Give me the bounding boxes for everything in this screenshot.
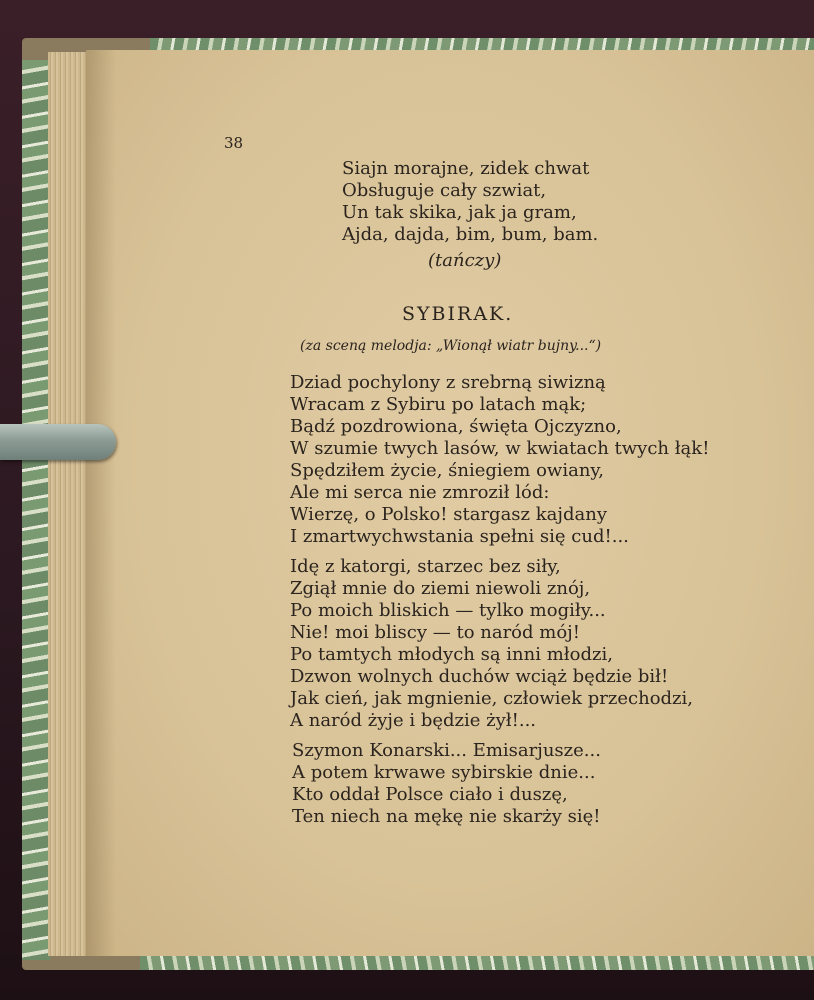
verse-line: Wierzę, o Polsko! stargasz kajdany [290,504,607,525]
verse-line: Siajn morajne, zidek chwat [342,158,590,179]
verse-line: Un tak skika, jak ja gram, [342,202,577,223]
verse-line: Ten niech na mękę nie skarży się! [292,806,601,827]
page-number: 38 [224,134,244,152]
verse-line: A potem krwawe sybirskie dnie... [292,762,596,783]
gutter-shadow [86,50,116,956]
verse-line: Bądź pozdrowiona, święta Ojczyzno, [290,416,622,437]
stanza-2 [290,556,693,732]
bookmark-clip [0,424,116,460]
verse-line: Idę z katorgi, starzec bez siły, [290,556,561,577]
marbled-edge-bottom [140,956,814,970]
stanza-3 [292,740,601,828]
verse-line: Po moich bliskich — tylko mogiły... [290,600,606,621]
verse-line: Spędziłem życie, śniegiem owiany, [290,460,604,481]
verse-line: Szymon Konarski... Emisarjusze... [292,740,601,761]
opening-stanza [342,158,598,246]
poem-title: SYBIRAK. [402,303,514,325]
poem-subtitle: (za sceną melodja: „Wionął wiatr bujny...“) [300,338,602,354]
verse-line: Po tamtych młodych są inni młodzi, [290,644,613,665]
verse-line: Wracam z Sybiru po latach mąk; [290,394,587,415]
verse-line: Obsługuje cały szwiat, [342,180,547,201]
verse-line: Ale mi serca nie zmroził lód: [290,482,550,503]
verse-line: Kto oddał Polsce ciało i duszę, [292,784,568,805]
marbled-edge-left [22,60,50,960]
verse-line: Dzwon wolnych duchów wciąż będzie bił! [290,666,669,687]
verse-line: Jak cień, jak mgnienie, człowiek przechodzi, [290,688,694,709]
verse-line: I zmartwychwstania spełni się cud!... [290,526,629,547]
page-edges [48,52,88,956]
verse-line: Ajda, dajda, bim, bum, bam. [342,224,599,245]
verse-line: Zgiął mnie do ziemi niewoli znój, [290,578,591,599]
verse-line: W szumie twych lasów, w kwiatach twych łąk! [290,438,710,459]
verse-line: Dziad pochylony z srebrną siwizną [290,372,606,393]
stage-direction: (tańczy) [428,250,502,271]
verse-line: A naród żyje i będzie żył!... [290,710,537,731]
verse-line: Nie! moi bliscy — to naród mój! [290,622,580,643]
stanza-1 [290,372,709,548]
